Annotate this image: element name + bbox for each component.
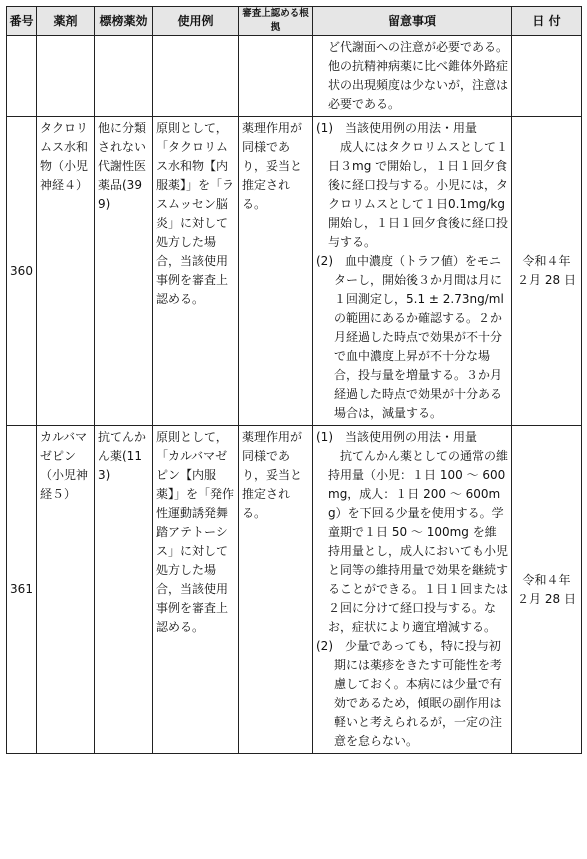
row-category: 他に分類されない代謝性医薬品(399) (95, 117, 153, 426)
continuation-category (95, 36, 153, 117)
note-1-body: 成人にはタクロリムスとして１日３mg で開始し，１日１回夕食後に経口投与する。小児には，タクロリムスとして１日0.1mg/kg 開始し，１日１回夕食後に経口投与する。 (328, 140, 509, 249)
row-date: 令和４年 ２月 28 日 (512, 117, 582, 426)
header-drug: 薬剤 (37, 7, 95, 36)
continuation-notes-text: ど代謝面への注意が必要である。他の抗精神病薬に比べ錐体外路症状の出現頻度は少ないが，注意は必要である。 (328, 40, 509, 111)
row-usage: 原則として，「タクロリムス水和物【内服薬】」を「ラスムッセン脳炎」に対して処方した場合，当該使用事例を審査上認める。 (153, 117, 239, 426)
row-basis: 薬理作用が同様であり，妥当と推定される。 (239, 117, 313, 426)
row-basis: 薬理作用が同様であり，妥当と推定される。 (239, 426, 313, 754)
note-1-title: (1) 当該使用例の用法・用量 (316, 430, 477, 444)
continuation-usage (153, 36, 239, 117)
continuation-notes (313, 36, 512, 117)
continuation-drug (37, 36, 95, 117)
table-row (7, 117, 582, 426)
continuation-date (512, 36, 582, 117)
header-number: 番号 (7, 7, 37, 36)
continuation-number (7, 36, 37, 117)
row-number: 361 (7, 426, 37, 754)
header-row (7, 7, 582, 36)
continuation-row (7, 36, 582, 117)
note-1-body: 抗てんかん薬としての通常の維持用量（小児：１日 100 ～ 600mg，成人：１日 200 ～ 600mg）を下回る少量を使用する。学童期で１日 50 ～ 100mg を維持用量とし，成人においても小児と同等の維持用量で効果を継続することができる。１日１回または２回に分けて経口投与する。なお，症状により適宜増減する。 (328, 449, 509, 634)
note-1-title: (1) 当該使用例の用法・用量 (316, 121, 477, 135)
continuation-basis (239, 36, 313, 117)
row-number: 360 (7, 117, 37, 426)
row-notes (313, 426, 512, 754)
row-drug: タクロリムス水和物（小児神経４） (37, 117, 95, 426)
drug-review-table (6, 6, 582, 754)
header-notes: 留意事項 (313, 7, 512, 36)
header-basis: 審査上認める根拠 (239, 7, 313, 36)
header-usage: 使用例 (153, 7, 239, 36)
table-row (7, 426, 582, 754)
row-usage: 原則として，「カルバマゼピン【内服薬】」を「発作性運動誘発舞踏アテトーシス」に対して処方した場合，当該使用事例を審査上認める。 (153, 426, 239, 754)
header-category: 標榜薬効 (95, 7, 153, 36)
note-2: (2) 少量であっても，特に投与初期には薬疹をきたす可能性を考慮しておく。本病には少量で有効であるため，傾眠の副作用は軽いと考えられるが，一定の注意を怠らない。 (316, 639, 503, 748)
row-drug: カルバマゼピン（小児神経５） (37, 426, 95, 754)
document-page (6, 6, 581, 754)
note-2: (2) 血中濃度（トラフ値）をモニターし，開始後３か月間は月に１回測定し，5.1 ± 2.73ng/ml の範囲にあるか確認する。２か月経過した時点で効果が不十分で血中濃度上昇が不十分な場合，投与量を増量する。３か月経過した時点で効果が十分ある場合は，減量する。 (316, 254, 504, 420)
row-category: 抗てんかん薬(113) (95, 426, 153, 754)
header-date: 日 付 (512, 7, 582, 36)
row-date: 令和４年 ２月 28 日 (512, 426, 582, 754)
row-notes (313, 117, 512, 426)
